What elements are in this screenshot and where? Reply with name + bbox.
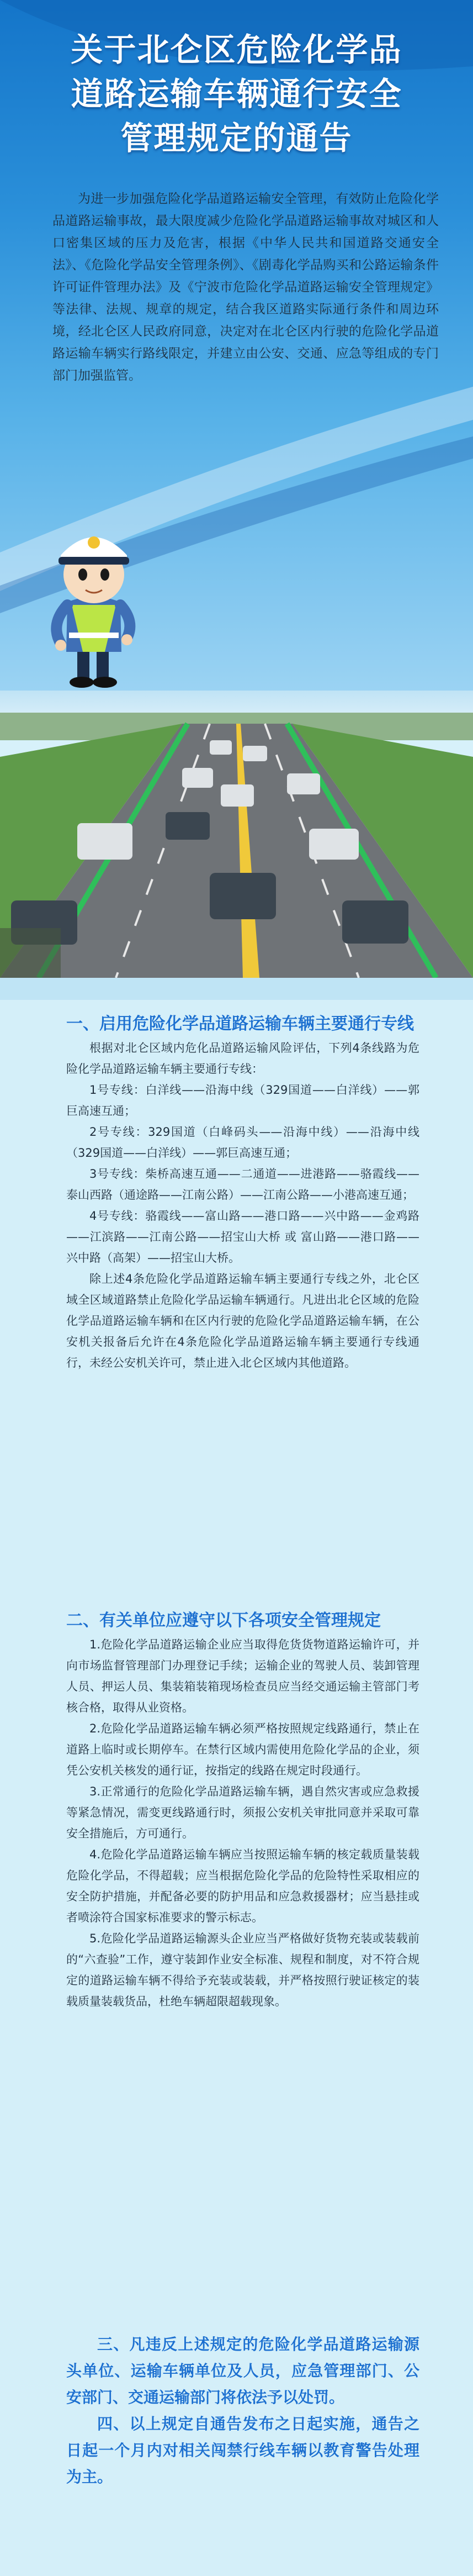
route-two: 2号专线：329国道（白峰码头——沿海中线）——沿海中线（329国道——白洋线）——郭巨高速互通；	[66, 1125, 419, 1160]
hero-banner	[0, 0, 473, 691]
notice-body	[0, 978, 473, 2576]
intro-paragraph: 为进一步加强危险化学品道路运输安全管理，有效防止危险化学品道路运输事故，最大限度减少危险化学品道路运输事故对城区和人口密集区域的压力及危害，根据《中华人民共和国道路交通安全法》、《危险化学品安全管理条例》、《剧毒化学品购买和公路运输条件许可证件管理办法》及《宁波市危险化学品道路运输安全管理规定》等法律、法规、规章的规定，结合我区道路实际通行条件和周边环境，经北仑区人民政府同意，决定对在北仑区内行驶的危险化学品道路运输车辆实行路线限定，并建立由公安、交通、应急等组成的专门部门加强监管。	[52, 192, 439, 383]
route-one: 1号专线：白洋线——沿海中线（329国道——白洋线）——郭巨高速互通；	[66, 1083, 419, 1118]
penalty-clause: 三、凡违反上述规定的危险化学品道路运输源头单位、运输车辆单位及人员，应急管理部门、公安部门、交通运输部门将依法予以处罚。	[66, 2335, 419, 2406]
section-one-intro: 根据对北仑区域内危化品道路运输风险评估，下列4条线路为危险化学品道路运输车辆主要通行专线：	[66, 1041, 419, 1076]
section-two	[66, 1608, 419, 2012]
rule-two: 2.危险化学品道路运输车辆必须严格按照规定线路通行，禁止在道路上临时或长期停车。在禁行区域内需使用危险化学品的企业，须凭公安机关核发的通行证，按指定的线路在规定时段通行。	[66, 1722, 419, 1777]
title-line-1: 关于北仑区危险化学品	[71, 31, 402, 69]
section-one-heading: 一、启用危险化学品道路运输车辆主要通行专线	[66, 1014, 414, 1034]
page-title	[0, 28, 473, 160]
effective-date-clause: 四、以上规定自通告发布之日起实施，通告之日起一个月内对相关闯禁行线车辆以教育警告处理为主。	[66, 2415, 419, 2486]
section-one-restriction: 除上述4条危险化学品道路运输车辆主要通行专线之外，北仑区域全区域道路禁止危险化学品运输车辆通行。凡进出北仑区域的危险化学品道路运输车辆和在区内行驶的危险化学品道路运输车辆，在公安机关报备后允许在4条危险化学品道路运输车辆主要通行专线通行，未经公安机关许可，禁止进入北仑区域内其他道路。	[66, 1272, 419, 1369]
section-one	[66, 1011, 419, 1373]
rule-four: 4.危险化学品道路运输车辆应当按照运输车辆的核定载质量装载危险化学品，不得超载；应当根据危险化学品的危险特性采取相应的安全防护措施，并配备必要的防护用品和应急救援器材；应当悬挂或者喷涂符合国家标准要求的警示标志。	[66, 1848, 419, 1924]
title-line-2: 道路运输车辆通行安全	[71, 75, 402, 113]
title-line-3: 管理规定的通告	[120, 119, 353, 157]
closing-section	[66, 2331, 419, 2490]
route-three: 3号专线：柴桥高速互通——二通道——进港路——骆霞线——泰山西路（通途路——江南公路）——江南公路——小港高速互通；	[66, 1167, 419, 1202]
route-four: 4号专线：骆霞线——富山路——港口路——兴中路——金鸡路——江滨路——江南公路——招宝山大桥 或 富山路——港口路——兴中路（高架）——招宝山大桥。	[66, 1209, 419, 1265]
traffic-police-cartoon-icon	[39, 508, 149, 691]
section-two-heading: 二、有关单位应遵守以下各项安全管理规定	[66, 1611, 381, 1630]
rule-three: 3.正常通行的危险化学品道路运输车辆，遇自然灾害或应急救援等紧急情况，需变更线路通行时，须报公安机关审批同意并采取可靠安全措施后，方可通行。	[66, 1785, 419, 1840]
highway-traffic-scene	[0, 691, 473, 978]
rule-five: 5.危险化学品道路运输源头企业应当严格做好货物充装或装载前的“六查验”工作，遵守装卸作业安全标准、规程和制度，对不符合规定的道路运输车辆不得给予充装或装载，并严格按照行驶证核定的装载质量装载货品，杜绝车辆超限超载现象。	[66, 1932, 419, 2008]
rule-one: 1.危险化学品道路运输企业应当取得危货货物道路运输许可，并向市场监督管理部门办理登记手续；运输企业的驾驶人员、装卸管理人员、押运人员、集装箱装箱现场检查员应当经交通运输主管部门考核合格，取得从业资格。	[66, 1638, 419, 1714]
